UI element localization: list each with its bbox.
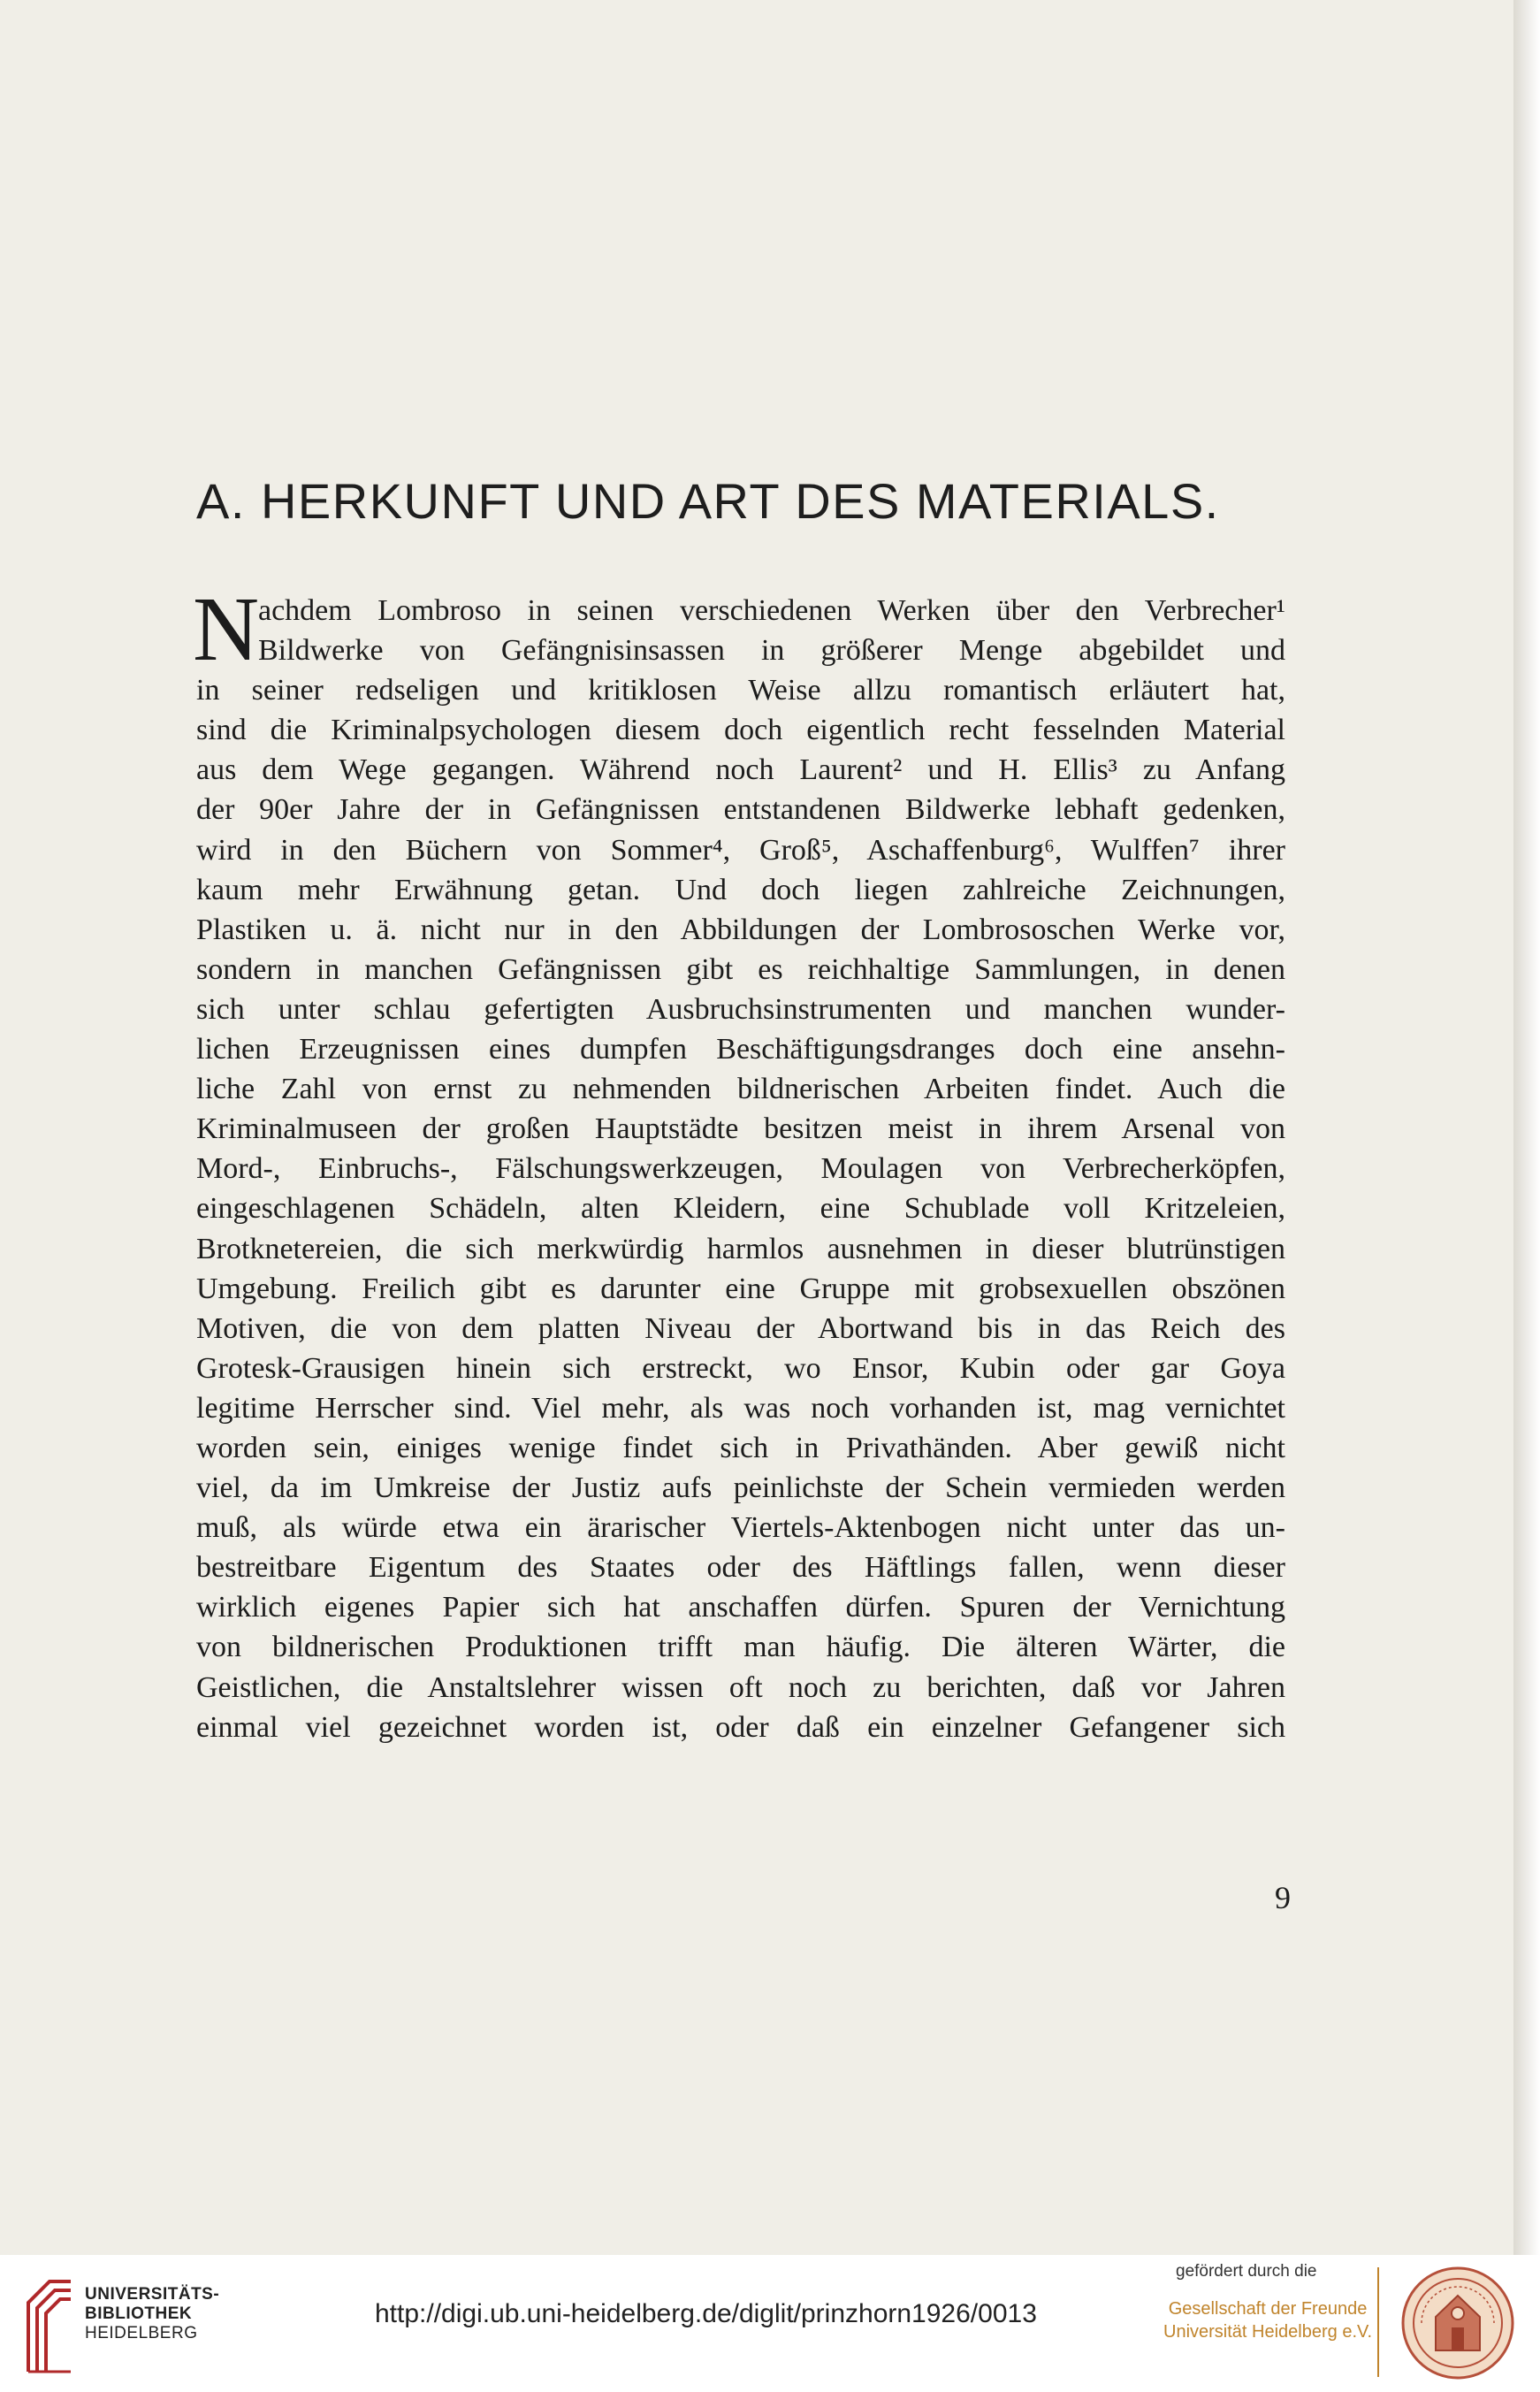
text-line: Umgebung. Freilich gibt es darunter eine Gruppe mit grobsexuellen obszönen (196, 1272, 1285, 1305)
text-line: von bildnerischen Produktionen trifft man häufig. Die älteren Wärter, die (196, 1631, 1285, 1664)
text-line: wirklich eigenes Papier sich hat anschaffen dürfen. Spuren der Vernichtung (196, 1591, 1285, 1624)
text-line: achdem Lombroso in seinen verschiedenen Werken über den Verbrecher¹ (258, 594, 1285, 627)
drop-cap: N (193, 578, 260, 680)
text-line: kaum mehr Erwähnung getan. Und doch liegen zahlreiche Zeichnungen, (196, 873, 1285, 906)
text-line: Motiven, die von dem platten Niveau der Abortwand bis in das Reich des (196, 1311, 1285, 1345)
text-line: bestreitbare Eigentum des Staates oder des Häftlings fallen, wenn dieser (196, 1551, 1285, 1585)
ub-heidelberg-logo-icon[interactable] (23, 2267, 74, 2377)
text-line: lichen Erzeugnissen eines dumpfen Beschäftigungsdranges doch eine ansehn- (196, 1033, 1285, 1066)
society-name[interactable] (1163, 2297, 1372, 2343)
text-line: wird in den Büchern von Sommer⁴, Groß⁵, Aschaffenburg⁶, Wulffen⁷ ihrer (196, 833, 1285, 867)
text-line: liche Zahl von ernst zu nehmenden bildnerischen Arbeiten findet. Auch die (196, 1073, 1285, 1106)
page-edge-shadow (1513, 0, 1540, 2255)
text-line: aus dem Wege gegangen. Während noch Laurent² und H. Ellis³ zu Anfang (196, 753, 1285, 787)
page-number: 9 (1275, 1880, 1291, 1915)
text-line: Plastiken u. ä. nicht nur in den Abbildungen der Lombrososchen Werke vor, (196, 913, 1285, 946)
chapter-title: A. HERKUNFT UND ART DES MATERIALS. (196, 473, 1220, 529)
society-name-line: Universität Heidelberg e.V. (1163, 2322, 1373, 2342)
text-line: sich unter schlau gefertigten Ausbruchsinstrumenten und manchen wunder- (196, 992, 1285, 1026)
text-line: legitime Herrscher sind. Viel mehr, als was noch vorhanden ist, mag vernichtet (196, 1391, 1285, 1425)
text-line: Grotesk-Grausigen hinein sich erstreckt, wo Ensor, Kubin oder gar Goya (196, 1351, 1285, 1385)
text-line: sind die Kriminalpsychologen diesem doch eigentlich recht fesselnden Material (196, 714, 1285, 747)
text-line: muß, als würde etwa ein ärarischer Viertels-Aktenbogen nicht unter das un- (196, 1511, 1285, 1545)
text-line: Geistlichen, die Anstaltslehrer wissen oft noch zu berichten, daß vor Jahren (196, 1670, 1285, 1704)
library-name-line: UNIVERSITÄTS- (85, 2285, 220, 2304)
text-line: Brotknetereien, die sich merkwürdig harmlos ausnehmen in dieser blutrünstigen (196, 1232, 1285, 1265)
permalink-url[interactable]: http://digi.ub.uni-heidelberg.de/diglit/prinzhorn1926/0013 (375, 2299, 1037, 2328)
footer-divider (1377, 2267, 1379, 2377)
text-line: viel, da im Umkreise der Justiz aufs peinlichste der Schein vermieden werden (196, 1471, 1285, 1505)
text-line: in seiner redseligen und kritiklosen Weise allzu romantisch erläutert hat, (196, 674, 1285, 707)
university-seal-icon[interactable] (1400, 2266, 1515, 2381)
funded-by-label: gefördert durch die (1176, 2262, 1317, 2281)
library-name-line: HEIDELBERG (85, 2324, 198, 2342)
text-line: Kriminalmuseen der großen Hauptstädte besitzen meist in ihrem Arsenal von (196, 1112, 1285, 1146)
text-line: Mord-, Einbruchs-, Fälschungswerkzeugen, Moulagen von Verbrecherköpfen, (196, 1152, 1285, 1186)
text-line: einmal viel gezeichnet worden ist, oder daß ein einzelner Gefangener sich (196, 1710, 1285, 1744)
society-name-line: Gesellschaft der Freunde (1168, 2299, 1368, 2319)
text-line: sondern in manchen Gefängnissen gibt es reichhaltige Sammlungen, in denen (196, 952, 1285, 986)
text-line: eingeschlagenen Schädeln, alten Kleidern, eine Schublade voll Kritzeleien, (196, 1192, 1285, 1226)
library-name-line: BIBLIOTHEK (85, 2304, 193, 2323)
library-name[interactable] (85, 2285, 219, 2343)
body-text (193, 578, 1285, 1747)
text-line: worden sein, einiges wenige findet sich in Privathänden. Aber gewiß nicht (196, 1431, 1285, 1464)
text-line: der 90er Jahre der in Gefängnissen entstandenen Bildwerke lebhaft gedenken, (196, 793, 1285, 827)
text-line: Bildwerke von Gefängnisinsassen in größerer Menge abgebildet und (258, 634, 1285, 668)
